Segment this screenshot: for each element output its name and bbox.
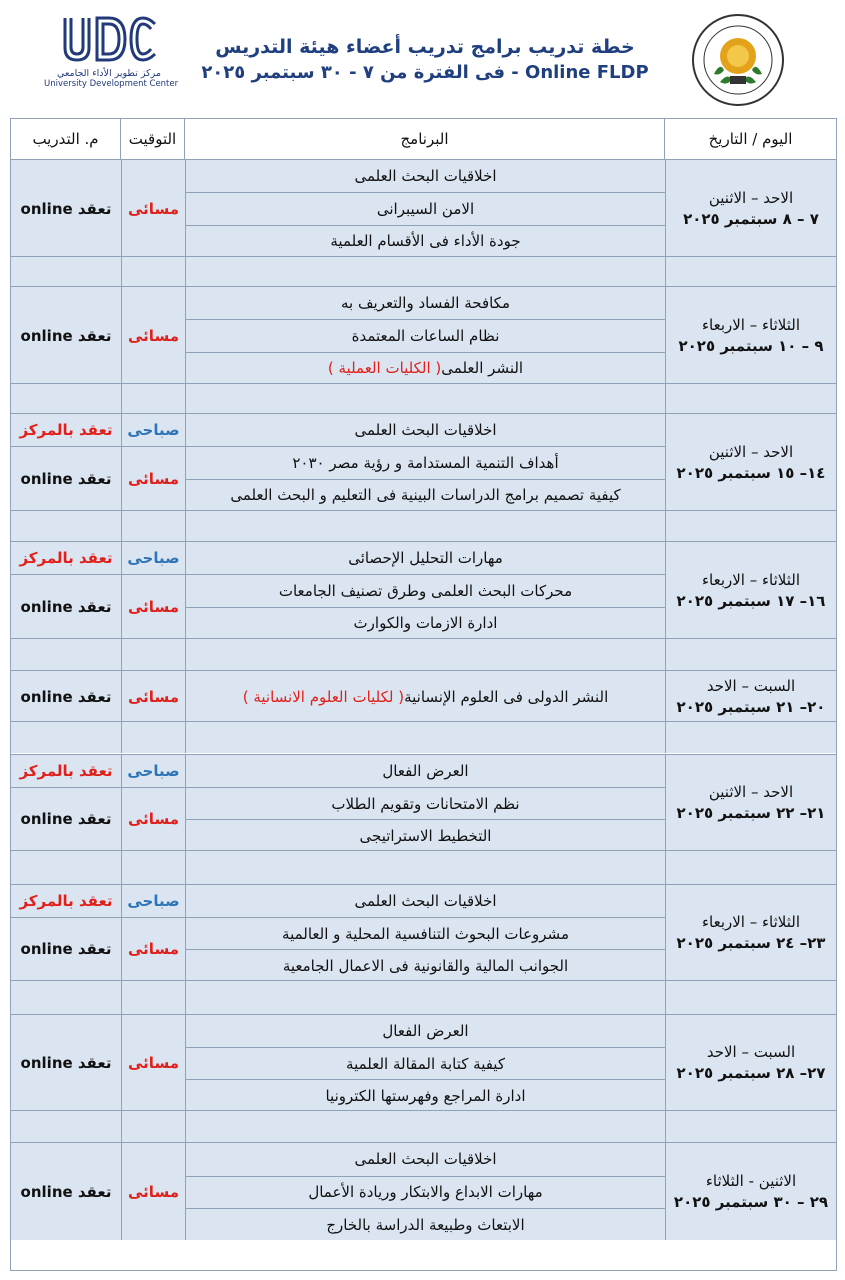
column-divider [665,639,666,670]
schedule-table [10,118,837,1271]
program-row [186,885,665,917]
program-row [186,1079,665,1111]
program-note: ( الكليات العملية ) [327,359,442,378]
udc-arabic-name: مركز تطوير الأداء الجامعي [57,68,161,79]
header-mode: م. التدريب [11,119,121,159]
column-divider [665,851,666,884]
program-row [186,1176,665,1209]
program-row [186,192,665,224]
day-range: الاحد – الاثنين [708,783,794,801]
date-cell [666,885,836,981]
date-cell [666,414,836,511]
column-divider [665,1111,666,1144]
title-block [190,34,660,86]
day-range: السبت – الاحد [706,1043,796,1061]
program-row [186,542,665,574]
date-cell [666,160,836,257]
date-range: ٢١– ٢٢ سبتمبر ٢٠٢٥ [676,804,826,822]
column-divider [185,851,186,884]
program-row [186,446,665,478]
schedule-group [11,1014,836,1110]
program-name: اخلاقيات البحث العلمى [354,421,497,440]
spacer-row [11,850,836,884]
mansoura-university-seal [690,12,786,108]
column-divider [185,384,186,413]
program-row [186,287,665,319]
day-range: الثلاثاء – الاربعاء [701,315,801,334]
session-time: مسائى [128,810,179,828]
row-divider [11,574,185,575]
udc-logo [59,14,159,66]
program-row [186,1143,665,1176]
day-range: الثلاثاء – الاربعاء [701,913,801,931]
column-divider [665,511,666,541]
day-range: الاحد – الاثنين [708,442,794,461]
training-mode: تعقد online [20,940,112,958]
date-range: ٢٠– ٢١ سبتمبر ٢٠٢٥ [676,697,826,716]
column-divider [665,981,666,1014]
column-divider [665,722,666,753]
program-row [186,160,665,192]
program-name: العرض الفعال [382,762,469,780]
column-divider [121,384,122,413]
column-divider [185,1111,186,1144]
column-divider [665,384,666,413]
program-name: ادارة الازمات والكوارث [353,614,498,633]
day-range: الاثنين - الثلاثاء [705,1172,797,1190]
day-range: السبت – الاحد [706,676,796,695]
program-row [186,574,665,606]
program-name: النشر الدولى فى العلوم الإنسانية [404,687,609,706]
schedule-group [11,159,836,256]
column-divider [121,981,122,1014]
column-divider [121,511,122,541]
spacer-row [11,510,836,541]
program-row [186,671,665,722]
date-range: ١٤– ١٥ سبتمبر ٢٠٢٥ [676,463,826,482]
session-time: صباحى [127,549,180,568]
date-cell [666,1015,836,1111]
program-row [186,819,665,851]
spacer-row [11,721,836,753]
date-cell [666,755,836,851]
row-divider [11,446,185,447]
date-range: ٩ – ١٠ سبتمبر ٢٠٢٥ [678,336,824,355]
program-name: محركات البحث العلمى وطرق تصنيف الجامعات [278,581,573,600]
session-time: مسائى [128,469,179,488]
program-name: جودة الأداء فى الأقسام العلمية [330,232,521,251]
program-row [186,1047,665,1079]
schedule-group [11,754,836,850]
spacer-row [11,638,836,670]
training-mode: تعقد بالمركز [19,762,113,780]
column-divider [185,639,186,670]
schedule-group [11,413,836,510]
date-cell [666,287,836,384]
date-cell [666,671,836,722]
program-name: النشر العلمى [441,359,524,378]
spacer-row [11,980,836,1014]
spacer-row [11,383,836,413]
program-name: الامن السيبرانى [376,199,475,218]
program-name: مهارات الابداع والابتكار وريادة الأعمال [308,1183,543,1202]
page-subtitle: Online FLDP - فى الفترة من ٧ - ٣٠ سبتمبر ٢٠٢٥ [201,62,649,83]
program-name: التخطيط الاستراتيجى [359,826,492,845]
program-row [186,479,665,511]
program-name: العرض الفعال [382,1022,469,1040]
session-time: مسائى [128,597,179,616]
header-date: اليوم / التاريخ [665,119,836,159]
program-row [186,352,665,384]
column-divider [185,257,186,286]
training-mode: تعقد online [20,810,112,828]
column-divider [665,257,666,286]
header-program: البرنامج [185,119,665,159]
column-divider [185,722,186,753]
session-time: صباحى [127,892,180,910]
program-row [186,1208,665,1241]
program-name: ادارة المراجع وفهرستها الكترونيا [325,1086,526,1105]
training-mode: تعقد online [20,687,112,706]
spacer-row [11,1110,836,1144]
training-mode: تعقد online [20,1183,112,1201]
schedule-group [11,286,836,383]
session-time: مسائى [128,687,179,706]
program-name: اخلاقيات البحث العلمى [354,167,497,186]
program-name: كيفية تصميم برامج الدراسات البينية فى التعليم و البحث العلمى [230,486,621,505]
training-mode: تعقد بالمركز [19,549,113,568]
session-time: مسائى [128,326,179,345]
program-row [186,917,665,949]
udc-logo-block [44,14,179,104]
program-name: نظام الساعات المعتمدة [351,326,500,345]
column-divider [121,722,122,753]
date-cell [666,542,836,639]
program-row [186,949,665,981]
schedule-group [11,670,836,721]
training-mode: تعقد online [20,199,112,218]
date-cell [666,1143,836,1241]
schedule-group [11,1142,836,1240]
program-row [186,787,665,819]
program-row [186,319,665,351]
session-time: مسائى [128,1183,179,1201]
program-name: الابتعاث وطبيعة الدراسة بالخارج [326,1216,525,1235]
program-row [186,755,665,787]
schedule-group [11,541,836,638]
column-divider [185,511,186,541]
program-name: مهارات التحليل الإحصائى [348,549,503,568]
header-time: التوقيت [121,119,185,159]
program-name: مشروعات البحوث التنافسية المحلية و العالمية [282,924,569,943]
date-range: ٢٧– ٢٨ سبتمبر ٢٠٢٥ [676,1064,826,1082]
program-row [186,1015,665,1047]
program-row [186,607,665,639]
session-time: صباحى [127,421,180,440]
program-name: الجوانب المالية والقانونية فى الاعمال الجامعية [282,956,569,975]
column-divider [121,851,122,884]
program-name: اخلاقيات البحث العلمى [354,892,497,910]
udc-english-name: University Development Center [44,79,179,89]
program-name: نظم الامتحانات وتقويم الطلاب [331,794,520,813]
day-range: الاحد – الاثنين [708,188,794,207]
column-divider [121,1111,122,1144]
column-divider [121,257,122,286]
date-range: ١٦– ١٧ سبتمبر ٢٠٢٥ [676,591,826,610]
training-mode: تعقد بالمركز [19,892,113,910]
training-mode: تعقد online [20,326,112,345]
session-time: صباحى [127,762,180,780]
session-time: مسائى [128,940,179,958]
date-range: ٢٣– ٢٤ سبتمبر ٢٠٢٥ [676,934,826,952]
column-divider [121,639,122,670]
program-name: اخلاقيات البحث العلمى [354,1150,497,1169]
schedule-group [11,884,836,980]
training-mode: تعقد online [20,597,112,616]
program-note: ( لكليات العلوم الانسانية ) [242,687,405,706]
program-row [186,414,665,446]
row-divider [11,787,185,788]
training-mode: تعقد online [20,469,112,488]
training-mode: تعقد online [20,1054,112,1072]
date-range: ٢٩ – ٣٠ سبتمبر ٢٠٢٥ [673,1193,829,1211]
program-row [186,225,665,257]
date-range: ٧ – ٨ سبتمبر ٢٠٢٥ [683,209,819,228]
spacer-row [11,256,836,286]
day-range: الثلاثاء – الاربعاء [701,570,801,589]
program-name: أهداف التنمية المستدامة و رؤية مصر ٢٠٣٠ [292,453,559,472]
program-name: كيفية كتابة المقالة العلمية [346,1054,505,1073]
page-title: خطة تدريب برامج تدريب أعضاء هيئة التدريس [215,36,635,58]
row-divider [11,917,185,918]
program-name: مكافحة الفساد والتعريف به [341,294,510,313]
training-mode: تعقد بالمركز [19,421,113,440]
session-time: مسائى [128,199,179,218]
session-time: مسائى [128,1054,179,1072]
header [0,0,845,112]
column-divider [185,981,186,1014]
